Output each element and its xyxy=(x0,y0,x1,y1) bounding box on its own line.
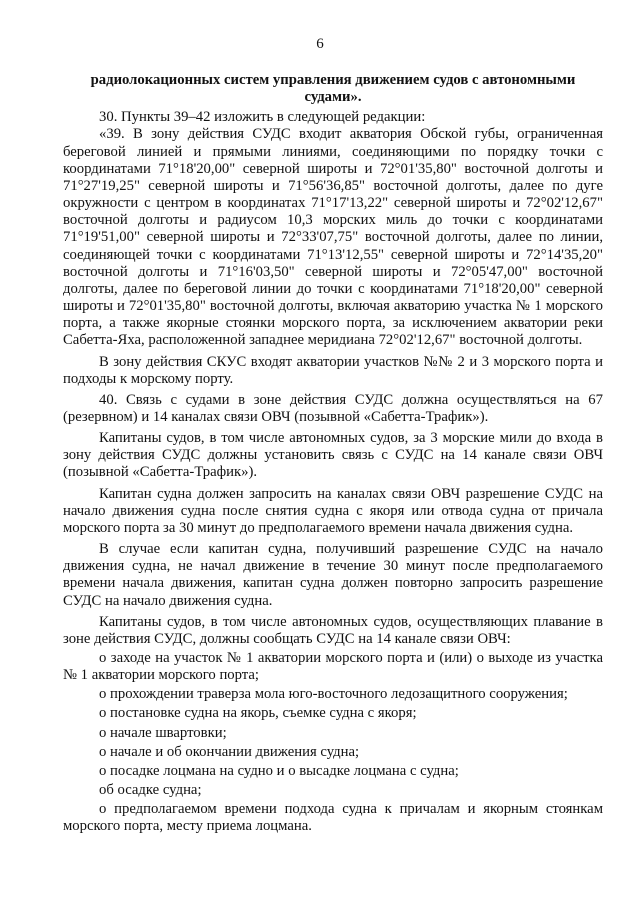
list-item-mooring-start: о начале швартовки; xyxy=(99,724,227,741)
paragraph-point-40: 40. Связь с судами в зоне действия СУДС должна осуществляться на 67 (резервном) и 14 каналах связи ОВЧ (позывной «Сабетта-Трафик»). xyxy=(63,391,603,425)
list-item-traverse: о прохождении траверза мола юго-восточного ледозащитного сооружения; xyxy=(99,686,568,703)
paragraph-item-30-intro: 30. Пункты 39–42 изложить в следующей редакции: xyxy=(99,109,426,126)
list-item-arrival-time: о предполагаемом времени подхода судна к причалам и якорным стоянкам морского порта, месту приема лоцмана. xyxy=(63,801,603,835)
list-item-draft: об осадке судна; xyxy=(99,782,202,799)
paragraph-request-permission: Капитан судна должен запросить на каналах связи ОВЧ разрешение СУДС на начало движения судна после снятия судна с якоря или отвода судна от причала морского порта за 30 минут до предполагаемого времени начала движения судна. xyxy=(63,485,603,536)
paragraph-point-39: «39. В зону действия СУДС входит акватория Обской губы, ограниченная береговой линией и прямыми линиями, соединяющими по порядку точки с координатами 71°18'20,00" северной широты и 72°01'35,80" восточной долготы и 71°27'19,25" северной широты и 71°56'36,85" восточной долготы, далее по дуге окружности с центром в координатах 71°17'13,22" северной широты и 72°02'12,67" восточной долготы и радиусом 10,3 морских миль до точки с координатами 71°19'51,00" северной широты и 72°33'07,75" восточной долготы, далее по линии, соединяющей точки с координатами 71°13'12,55" северной широты и 72°14'35,20" восточной долготы и 71°16'03,50" северной широты и 72°05'47,00" восточной долготы, далее по береговой линии до точки с координатами 71°18'20,00" северной широты и 72°01'35,80" восточной долготы, включая акваторию участка № 1 морского порта, а также якорные стоянки морского порта, за исключением акватории реки Сабетта-Яха, расположенной западнее меридиана 72°02'12,67" восточной долготы. xyxy=(63,126,603,349)
document-body xyxy=(63,72,603,836)
list-item-pilot: о посадке лоцмана на судно и о высадке лоцмана с судна; xyxy=(99,762,459,779)
list-item-movement: о начале и об окончании движения судна; xyxy=(99,743,360,760)
paragraph-reporting-duties: Капитаны судов, в том числе автономных судов, осуществляющих плавание в зоне действия СУДС, должны сообщать СУДС на 14 канале связи ОВЧ: xyxy=(63,613,603,647)
paragraph-captains-contact: Капитаны судов, в том числе автономных судов, за 3 морские мили до входа в зону действия СУДС должны установить связь с СУДС на 14 канале связи ОВЧ (позывной «Сабетта-Трафик»). xyxy=(63,430,603,481)
section-heading: радиолокационных систем управления движением судов с автономными судами». xyxy=(90,72,576,106)
paragraph-repeat-request: В случае если капитан судна, получивший разрешение СУДС на начало движения судна, не начал движение в течение 30 минут после предполагаемого времени начала движения, капитан судна должен повторно запросить разрешение СУДС на начало движения судна. xyxy=(63,541,603,609)
page-number: 6 xyxy=(316,36,324,52)
paragraph-skus-zone: В зону действия СКУС входят акватории участков №№ 2 и 3 морского порта и подходы к морскому порту. xyxy=(63,353,603,387)
list-item-anchoring: о постановке судна на якорь, съемке судна с якоря; xyxy=(99,705,417,722)
list-item-entry-exit: о заходе на участок № 1 акватории морского порта и (или) о выходе из участка № 1 акватории морского порта; xyxy=(63,650,603,684)
